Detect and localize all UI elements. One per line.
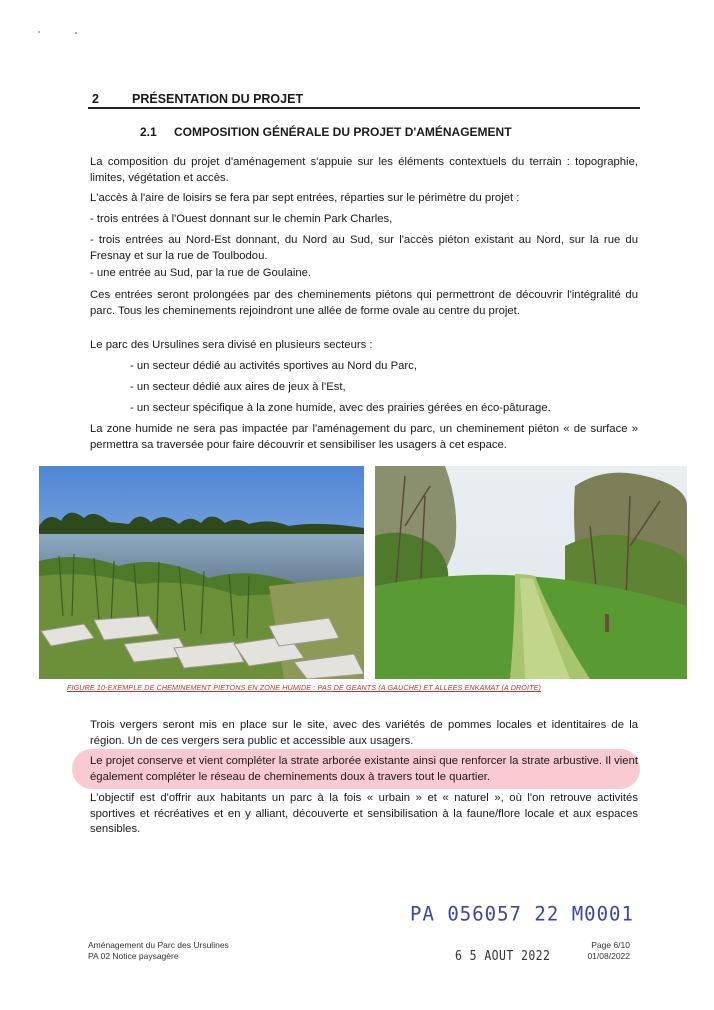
paragraph-strate: Le projet conserve et vient compléter la strate arborée existante ainsi que renforcer la strate arbustive. Il vient également compléter le réseau de cheminements doux à travers tout le quartier. xyxy=(90,755,638,783)
paragraph-vergers: Trois vergers seront mis en place sur le site, avec des variétés de pommes locales et identitaires de la région. Un de ces vergers sera public et accessible aux usagers. xyxy=(90,719,638,747)
section-number: 2 xyxy=(92,92,99,106)
photo-allees-enkamat xyxy=(375,466,687,679)
paragraph-secteurs: Le parc des Ursulines sera divisé en plusieurs secteurs : xyxy=(90,339,373,351)
scan-speck xyxy=(75,32,77,34)
paragraph-composition: La composition du projet d'aménagement s'appuie sur les éléments contextuels du terrain : topographie, limites, végétation et accès. xyxy=(90,156,638,184)
list-item-nord-est: - trois entrées au Nord-Est donnant, du Nord au Sud, sur l'accès piéton existant au Nord, sur la rue du Fresnay et sur la rue de Toulbodou. xyxy=(90,234,638,262)
paragraph-cheminements: Ces entrées seront prolongées par des cheminements piétons qui permettront de découvrir l'intégralité du parc. Tous les cheminements rejoindront une allée de forme ovale au centre du projet. xyxy=(90,289,638,317)
sector-item: - un secteur dédié au activités sportives au Nord du Parc, xyxy=(130,360,417,372)
heading-rule xyxy=(88,107,640,109)
footer-project-name: Aménagement du Parc des Ursulines xyxy=(88,940,229,950)
scan-speck xyxy=(38,31,40,33)
permit-reference-stamp: PA 056057 22 M0001 xyxy=(410,902,634,926)
received-date-stamp: 6 5 AOUT 2022 xyxy=(455,948,551,964)
list-item-sud: - une entrée au Sud, par la rue de Goulaine. xyxy=(90,267,312,279)
footer-document-name: PA 02 Notice paysagère xyxy=(88,951,179,961)
figure-caption: FIGURE 10-EXEMPLE DE CHEMINEMENT PIETONS EN ZONE HUMIDE : PAS DE GEANTS (A GAUCHE) ET ALLEES ENKAMAT (A DROITE) xyxy=(67,683,541,692)
paragraph-objectif: L'objectif est d'offrir aux habitants un parc à la fois « urbain » et « naturel », où l'on retrouve activités sportives et récréatives et en y alliant, découverte et sensibilisation à la faune/flore locale et aux espaces sensibles. xyxy=(90,792,638,835)
subsection-number: 2.1 xyxy=(140,125,157,139)
paragraph-zone-humide: La zone humide ne sera pas impactée par l'aménagement du parc, un cheminement piéton « de surface » permettra sa traversée pour faire découvrir et sensibiliser les usagers à cet espace. xyxy=(90,423,638,451)
section-title: PRÉSENTATION DU PROJET xyxy=(132,92,304,106)
footer-left xyxy=(88,940,229,962)
footer-page-number: Page 6/10 xyxy=(591,940,630,950)
paragraph-acces: L'accès à l'aire de loisirs se fera par sept entrées, réparties sur le périmètre du projet : xyxy=(90,192,520,204)
subsection-title: COMPOSITION GÉNÉRALE DU PROJET D'AMÉNAGEMENT xyxy=(174,125,512,139)
sector-item: - un secteur spécifique à la zone humide, avec des prairies gérées en éco-pâturage. xyxy=(130,402,551,414)
photo-pas-de-geants xyxy=(39,466,364,679)
footer-right xyxy=(578,940,630,962)
sector-item: - un secteur dédié aux aires de jeux à l'Est, xyxy=(130,381,346,393)
list-item-ouest: - trois entrées à l'Ouest donnant sur le chemin Park Charles, xyxy=(90,213,393,225)
footer-date: 01/08/2022 xyxy=(587,951,630,961)
section-heading xyxy=(92,92,640,106)
subsection-heading xyxy=(140,125,512,139)
